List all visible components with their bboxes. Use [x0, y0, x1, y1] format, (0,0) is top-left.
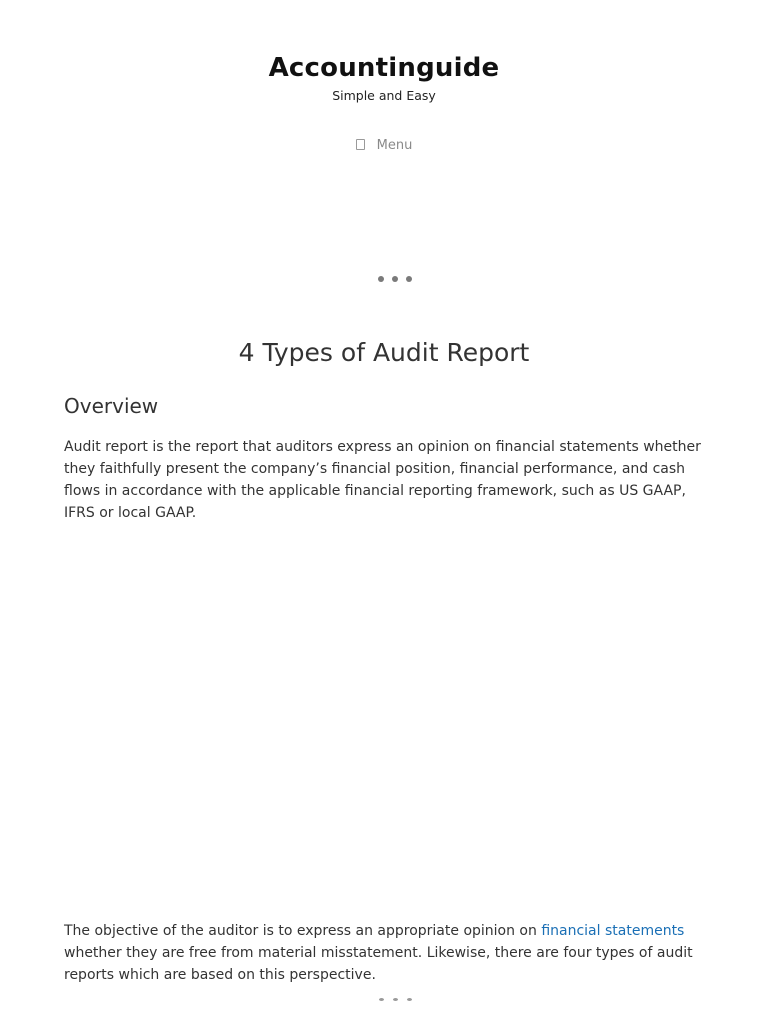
loading-indicator-bottom — [379, 986, 421, 990]
loading-indicator — [378, 267, 420, 275]
overview-paragraph: Audit report is the report that auditors express an opinion on financial statements whether they faithfully present the company’s financial position, financial performance, and cash flows in accordance with the applicable financial reporting framework, such as US GAAP, IFRS or local GAAP. — [64, 439, 701, 521]
loading-dot-icon — [378, 276, 384, 282]
loading-dot-icon — [379, 998, 384, 1001]
objective-text-after: whether they are free from material misstatement. Likewise, there are four types of audit reports which are based on this perspective. — [64, 945, 693, 983]
loading-dot-icon — [406, 276, 412, 282]
site-header — [0, 48, 768, 104]
loading-dot-icon — [393, 998, 398, 1001]
site-title[interactable]: Accountinguide — [268, 53, 500, 83]
objective-text-before: The objective of the auditor is to express an appropriate opinion on — [64, 923, 542, 939]
menu-toggle-button[interactable] — [356, 136, 413, 156]
main-navigation — [0, 136, 768, 156]
section-heading-overview: Overview — [64, 394, 159, 418]
site-tagline: Simple and Easy — [332, 88, 436, 103]
menu-icon — [356, 139, 365, 150]
article-title: 4 Types of Audit Report — [238, 338, 530, 367]
menu-label: Menu — [376, 138, 413, 153]
loading-dot-icon — [407, 998, 412, 1001]
objective-paragraph — [64, 920, 712, 986]
loading-dot-icon — [392, 276, 398, 282]
financial-statements-link[interactable]: financial statements — [541, 923, 685, 939]
